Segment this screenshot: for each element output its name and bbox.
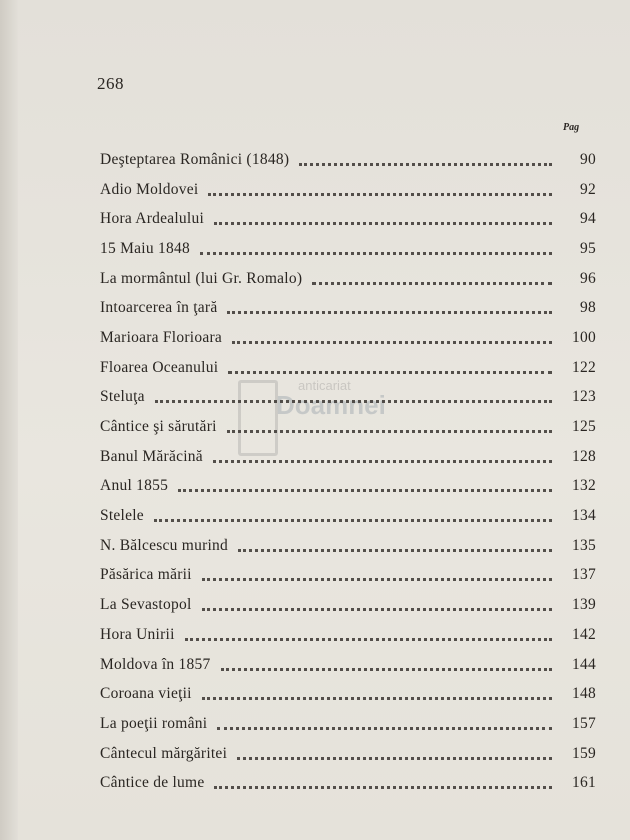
toc-entry: [100, 709, 596, 739]
toc-entry-page: 161: [572, 774, 596, 792]
toc-entry-title: Hora Unirii: [100, 625, 175, 643]
dot-leader: [213, 459, 552, 463]
toc-entry-title: Intoarcerea în ţară: [100, 299, 218, 317]
dot-leader: [228, 370, 552, 374]
dot-leader: [221, 667, 552, 671]
dot-leader: [185, 637, 552, 641]
toc-entry-page: 96: [580, 269, 596, 287]
toc-entry-title: Moldova în 1857: [100, 655, 211, 673]
dot-leader: [312, 281, 552, 285]
dot-leader: [227, 429, 552, 433]
dot-leader: [227, 310, 552, 314]
dot-leader: [202, 577, 552, 581]
toc-entry-page: 157: [572, 714, 596, 732]
dot-leader: [178, 488, 552, 492]
dot-leader: [214, 221, 552, 225]
toc-entry-page: 144: [572, 655, 596, 673]
toc-entry-page: 134: [572, 507, 596, 525]
toc-entry: [100, 620, 596, 650]
toc-entry-title: N. Bălcescu murind: [100, 536, 229, 554]
dot-leader: [202, 607, 553, 611]
toc-entry: [100, 739, 596, 769]
toc-entry: [100, 383, 596, 413]
dot-leader: [238, 548, 552, 552]
toc-entry: [100, 353, 596, 383]
toc-entry-title: Marioara Florioara: [100, 328, 222, 346]
dot-leader: [299, 162, 552, 166]
toc-entry-title: Adio Moldovei: [100, 180, 199, 198]
toc-entry-title: Coroana vieţii: [100, 685, 192, 703]
toc-entry-title: 15 Maiu 1848: [100, 239, 190, 257]
watermark-line2: Doamnei: [276, 390, 386, 420]
toc-entry-page: 98: [580, 299, 596, 317]
toc-entry-page: 123: [572, 388, 596, 406]
toc-entry: [100, 264, 596, 294]
toc-entry: [100, 679, 596, 709]
toc-entry-page: 159: [572, 744, 596, 762]
toc-entry: [100, 234, 596, 264]
toc-entry-page: 148: [572, 685, 596, 703]
dot-leader: [237, 756, 552, 760]
page-column-header: Pag: [563, 122, 580, 133]
toc-entry-page: 122: [572, 358, 596, 376]
dot-leader: [200, 251, 552, 255]
toc-entry-page: 95: [580, 239, 596, 257]
toc-entry: [100, 768, 596, 798]
toc-entry-title: Steluţa: [100, 388, 145, 406]
toc-entry-page: 132: [572, 477, 596, 495]
toc-entry-page: 139: [572, 596, 596, 614]
table-of-contents: [100, 145, 596, 798]
toc-entry: [100, 412, 596, 442]
toc-entry-title: La poeţii români: [100, 714, 208, 732]
toc-entry: [100, 175, 596, 205]
dot-leader: [217, 726, 552, 730]
dot-leader: [208, 192, 552, 196]
toc-entry-page: 128: [572, 447, 596, 465]
toc-entry-title: Anul 1855: [100, 477, 169, 495]
toc-entry-page: 92: [580, 180, 596, 198]
toc-entry-page: 90: [580, 150, 596, 168]
watermark-line1: anticariat: [298, 378, 351, 393]
toc-entry-page: 135: [572, 536, 596, 554]
dot-leader: [154, 518, 552, 522]
toc-entry-title: Hora Ardealului: [100, 210, 205, 228]
toc-entry-title: La mormântul (lui Gr. Romalo): [100, 269, 303, 287]
dot-leader: [202, 696, 552, 700]
toc-entry-title: Banul Mărăcină: [100, 447, 203, 465]
toc-entry-title: Cântice şi sărutări: [100, 418, 217, 436]
toc-entry-title: La Sevastopol: [100, 596, 192, 614]
dot-leader: [214, 785, 552, 789]
toc-entry-page: 94: [580, 210, 596, 228]
toc-entry-title: Păsărica mării: [100, 566, 192, 584]
dot-leader: [155, 399, 552, 403]
toc-entry: [100, 293, 596, 323]
toc-entry: [100, 650, 596, 680]
page-number: 268: [97, 74, 124, 93]
toc-entry: [100, 204, 596, 234]
toc-entry: [100, 472, 596, 502]
toc-entry-page: 100: [572, 328, 596, 346]
toc-entry-title: Stelele: [100, 507, 144, 525]
toc-entry-page: 125: [572, 418, 596, 436]
toc-entry-title: Deşteptarea Românici (1848): [100, 150, 290, 168]
toc-entry-title: Floarea Oceanului: [100, 358, 219, 376]
toc-entry: [100, 590, 596, 620]
toc-entry: [100, 442, 596, 472]
toc-entry-page: 137: [572, 566, 596, 584]
toc-entry: [100, 145, 596, 175]
toc-entry: [100, 501, 596, 531]
page-edge-shadow: [0, 0, 18, 840]
toc-entry: [100, 323, 596, 353]
toc-entry: [100, 561, 596, 591]
toc-entry-title: Cântecul mărgăritei: [100, 744, 228, 762]
toc-entry-page: 142: [572, 625, 596, 643]
toc-entry: [100, 531, 596, 561]
dot-leader: [232, 340, 552, 344]
toc-entry-title: Cântice de lume: [100, 774, 205, 792]
